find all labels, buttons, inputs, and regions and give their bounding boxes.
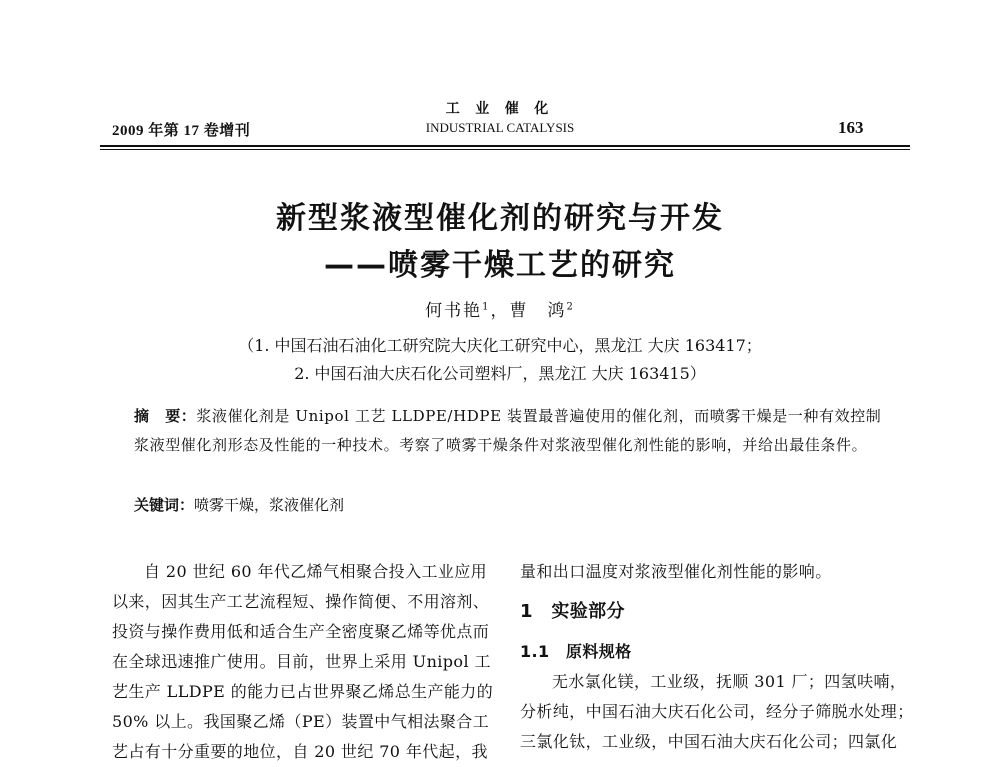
affiliation-2: 2. 中国石油大庆石化公司塑料厂，黑龙江 大庆 163415） (294, 364, 706, 383)
body-paragraph: 自 20 世纪 60 年代乙烯气相聚合投入工业应用以来，因其生产工艺流程短、操作简便、不用溶剂、投资与操作费用低和适合生产全密度聚乙烯等优点而在全球迅速推广使用。目前，世界上采用 Unipol 工艺生产 LLDPE 的能力已占世界聚乙烯总生产能力的 50% 以上。我国聚乙烯（PE）装置中气相法聚合工艺占有十分重要的地位，自 20 世纪 70 年代起，我 (112, 562, 494, 761)
author-separator: ， (490, 301, 510, 321)
author-name: 何书艳 (425, 301, 483, 321)
page-number: 163 (838, 118, 864, 137)
abstract-label: 摘 要： (134, 407, 197, 425)
keywords-text: 喷雾干燥，浆液催化剂 (194, 496, 345, 514)
header-rule-thick (100, 145, 910, 147)
paper-subtitle: ——喷雾干燥工艺的研究 (324, 248, 676, 283)
body-column-right (520, 557, 915, 757)
journal-name-cn: 工 业 催 化 (445, 102, 555, 117)
section-heading: 1 实验部分 (520, 601, 625, 622)
paper-title: 新型浆液型催化剂的研究与开发 (276, 201, 724, 236)
keywords-label: 关键词： (134, 496, 195, 514)
author-affil-mark: 2 (566, 301, 575, 313)
body-paragraph: 无水氯化镁，工业级，抚顺 301 厂；四氢呋喃，分析纯，中国石油大庆石化公司，经分子筛脱水处理；三氯化钛，工业级，中国石油大庆石化公司；四氯化 (520, 672, 914, 751)
author-name: 曹 鸿 (509, 301, 567, 321)
author-affil-mark: 1 (482, 301, 491, 313)
journal-name (400, 98, 600, 136)
author-list (100, 296, 900, 321)
abstract-text: 浆液催化剂是 Unipol 工艺 LLDPE/HDPE 装置最普遍使用的催化剂，而喷雾干燥是一种有效控制浆液型催化剂形态及性能的一种技术。考察了喷雾干燥条件对浆液型催化剂性能的影响，并给出最佳条件。 (134, 407, 882, 454)
affiliation-1: （1. 中国石油石油化工研究院大庆化工研究中心，黑龙江 大庆 163417； (238, 336, 762, 355)
body-paragraph-continued: 量和出口温度对浆液型催化剂性能的影响。 (520, 562, 832, 581)
keywords (134, 494, 344, 515)
header-rule-thin (100, 149, 910, 150)
subsection-heading: 1.1 原料规格 (520, 642, 632, 661)
body-column-left (112, 557, 497, 767)
journal-issue: 2009 年第 17 卷增刊 (112, 123, 251, 139)
abstract (134, 402, 894, 460)
journal-name-en: INDUSTRIAL CATALYSIS (425, 120, 575, 135)
